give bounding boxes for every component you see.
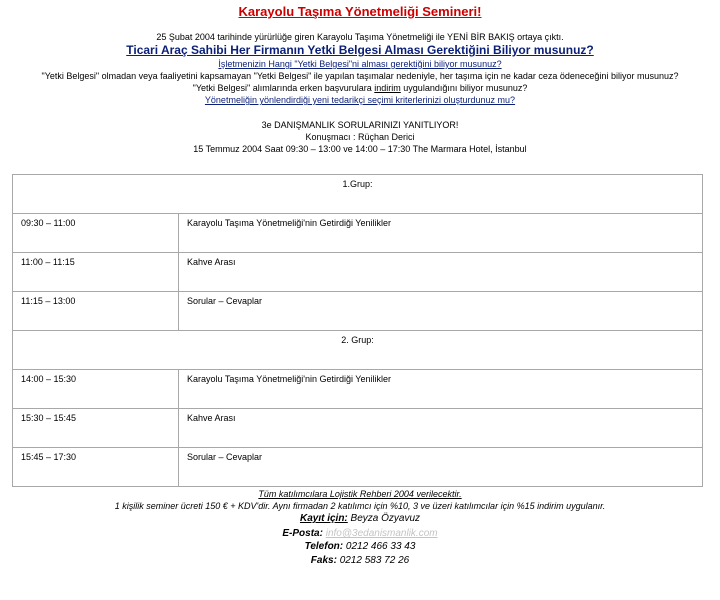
topic-cell: Sorular – Cevaplar [179,292,703,331]
question-3-part-a: "Yetki Belgesi" alımlarında erken başvurulara [192,83,375,93]
phone-line [0,541,720,552]
fax-line [0,555,720,566]
topic-cell: Kahve Arası [179,253,703,292]
phone-value: 0212 466 33 43 [345,541,416,552]
email-link[interactable]: info@3edanismanlik.com [325,528,438,539]
group-1-header: 1.Grup: [13,175,703,214]
table-row [13,409,703,448]
question-2: "Yetki Belgesi" olmadan veya faaliyetini kapsamayan "Yetki Belgesi" ile yapılan taşımalar nedeniyle, her taşıma için ne kadar ceza ödeneceğini biliyor musunuz? [41,71,679,81]
register-name: Beyza Özyavuz [350,513,421,524]
question-3-part-c: uygulandığını biliyor musunuz? [400,83,528,93]
phone-label: Telefon: [304,541,344,552]
table-row [13,370,703,409]
question-link-1[interactable]: İşletmenizin Hangi "Yetki Belgesi"ni alması gerektiğini biliyor musunuz? [218,59,502,69]
topic-cell: Kahve Arası [179,409,703,448]
table-row [13,214,703,253]
seminar-title: Karayolu Taşıma Yönetmeliği Semineri! [238,4,482,19]
schedule-table [12,174,703,487]
topic-cell: Karayolu Taşıma Yönetmeliği'nin Getirdiği Yenilikler [179,370,703,409]
email-label: E-Posta: [282,528,323,539]
time-cell: 15:30 – 15:45 [13,409,179,448]
consultancy-announcement: 3e DANIŞMANLIK SORULARINIZI YANITLIYOR! [261,120,459,130]
time-cell: 11:15 – 13:00 [13,292,179,331]
speaker-line: Konuşmacı : Rüçhan Derici [305,132,415,142]
group-2-header: 2. Grup: [13,331,703,370]
question-link-4[interactable]: Yönetmeliğin yönlendirdiği yeni tedarikçi seçimi kriterlerinizi oluşturdunuz mu? [204,95,516,105]
topic-cell: Karayolu Taşıma Yönetmeliği'nin Getirdiği Yenilikler [179,214,703,253]
time-cell: 14:00 – 15:30 [13,370,179,409]
time-cell: 09:30 – 11:00 [13,214,179,253]
discount-word: indirim [374,83,401,93]
topic-cell: Sorular – Cevaplar [179,448,703,487]
table-row [13,292,703,331]
fax-value: 0212 583 72 26 [339,555,410,566]
email-line [0,528,720,539]
intro-line: 25 Şubat 2004 tarihinde yürürlüğe giren Karayolu Taşıma Yönetmeliği ile YENİ BİR BAKIŞ ortaya çıktı. [156,32,564,42]
question-3 [0,83,720,93]
fax-label: Faks: [310,555,337,566]
gift-note: Tüm katılımcılara Lojistik Rehberi 2004 verilecektir. [258,489,462,499]
register-label: Kayıt için: [299,513,348,524]
headline-question: Ticari Araç Sahibi Her Firmanın Yetki Belgesi Alması Gerektiğini Biliyor musunuz? [126,43,594,57]
time-cell: 15:45 – 17:30 [13,448,179,487]
table-row [13,448,703,487]
time-cell: 11:00 – 11:15 [13,253,179,292]
date-venue-line: 15 Temmuz 2004 Saat 09:30 – 13:00 ve 14:00 – 17:30 The Marmara Hotel, İstanbul [193,144,527,154]
registration-line [0,513,720,524]
table-row [13,253,703,292]
fee-note: 1 kişilik seminer ücreti 150 € + KDV'dir. Aynı firmadan 2 katılımcı için %10, 3 ve üzeri katılımcılar için %15 indirim uygulanır. [114,501,606,511]
